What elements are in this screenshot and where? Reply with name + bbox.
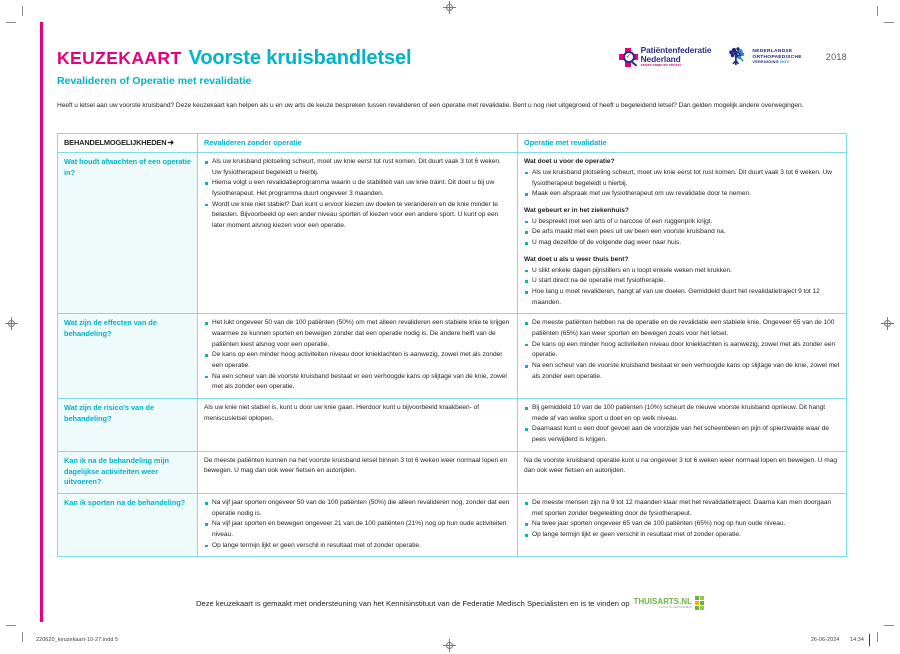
- list-item: Na een scheur van de voorste kruisband bestaat er een verhoogde kans op slijtage van de knie, zowel met als zonder een operatie.: [524, 361, 840, 382]
- table-row: [58, 399, 847, 452]
- intro-paragraph: Heeft u letsel aan uw voorste kruisband? Deze keuzekaart kan helpen als u en uw arts de keuze bespreken tussen revalideren of een operatie met revalidatie. Bent u nog niet uitgegroeid of heeft u begeleidend letsel? Dan gelden mogelijk andere overwegingen.: [57, 102, 804, 109]
- footer-text: Deze keuzekaart is gemaakt met ondersteuning van het Kennisinstituut van de Federatie Medisch Specialisten en is te vinden op: [196, 598, 630, 608]
- table-row: [58, 451, 847, 493]
- bullet-list: [524, 498, 840, 541]
- trim-mark: [877, 6, 878, 16]
- trim-mark: [877, 632, 878, 642]
- list-item: De meeste patiënten hebben na de operatie en de revalidatie een stabiele knie. Ongeveer 65 van de 100 patiënten (65%) kan weer sporten en bewegen zoals voor het letsel.: [524, 318, 840, 339]
- nov-line-2: ORTHOPAEDISCHE: [752, 54, 802, 60]
- thuisarts-blocks-icon: [695, 596, 704, 610]
- subsection-heading: Wat doet u voor de operatie?: [524, 158, 615, 165]
- trim-mark: [884, 625, 894, 626]
- bullet-list: [524, 168, 840, 200]
- row-option-a-cell: [198, 314, 518, 399]
- row-label-cell: [58, 451, 198, 493]
- list-item: Op lange termijn lijkt er geen verschil in resultaat met of zonder operatie.: [204, 541, 511, 552]
- row-label: Wat houdt afwachten of een operatie in?: [64, 157, 191, 177]
- row-label-cell: [58, 314, 198, 399]
- nov-abbreviation: NOV: [780, 59, 790, 65]
- row-option-b-cell: [518, 314, 847, 399]
- title-subject: Voorste kruisbandletsel: [188, 47, 412, 69]
- list-item: Als uw kruisband plotseling scheurt, moet uw knie eerst tot rust komen. Dit duurt vaak 3 tot 6 weken. Uw fysiotherapeut begeleidt u hierbij.: [524, 168, 840, 189]
- list-item: Hierna volgt u een revalidatieprogramma waarin u de stabiliteit van uw knie traint. Dit doet u bij uw fysiotherapeut. Het programma duurt ongeveer 3 maanden.: [204, 178, 511, 199]
- table-row: [58, 153, 847, 314]
- subsection-heading: Wat gebeurt er in het ziekenhuis?: [524, 206, 629, 214]
- list-item: Hoe lang u moet revalideren, hangt af van uw doelen. Gemiddeld duurt het revalidatietraject 9 tot 12 maanden.: [524, 287, 840, 308]
- arrow-right-icon: ➜: [167, 138, 174, 147]
- list-item: U mag dezelfde of de volgende dag weer naar huis.: [524, 238, 840, 249]
- nov-line-3: [752, 60, 801, 65]
- row-option-a-cell: [198, 399, 518, 452]
- row-label-cell: [58, 153, 198, 314]
- trim-mark: [6, 22, 16, 23]
- magnifier-cross-icon: ✓: [619, 48, 638, 67]
- trim-mark: [22, 632, 23, 642]
- tree-figure-icon: [727, 46, 749, 68]
- registration-mark-right: [881, 317, 894, 330]
- print-slug-date: 26-06-2024: [810, 637, 840, 643]
- trim-mark: [6, 625, 16, 626]
- pfn-tagline: samen staan we sterker: [640, 63, 682, 68]
- table-header-row: [58, 134, 847, 153]
- thuisarts-tagline: THUIS IN GEZONDHEID: [659, 606, 692, 609]
- row-option-b-cell: [518, 153, 847, 314]
- footer: [0, 596, 900, 610]
- list-item: U bespreekt met een arts of u narcose of een ruggenprik krijgt.: [524, 217, 840, 228]
- bullet-list: [524, 403, 840, 446]
- nov-line-3-text: VERENIGING: [752, 59, 779, 65]
- header-behandelmogelijkheden: [58, 134, 198, 153]
- logo-group: [619, 46, 847, 68]
- paragraph: De meeste patiënten kunnen na het voorste kruisband letsel binnen 3 tot 6 weken weer normaal lopen en bewegen. U mag dan ook weer fietsen en autorijden.: [204, 456, 508, 475]
- list-item: Daarnaast kunt u een doof gevoel aan de voorzijde van het scheenbeen en pijn of spierzwakte waar de pees verwijderd is krijgen.: [524, 424, 840, 445]
- paragraph: Na de voorste kruisband operatie kunt u na ongeveer 3 tot 6 weken weer normaal lopen en bewegen. U mag dan ook weer fietsen en autorijden.: [524, 456, 837, 475]
- registration-mark-top: [443, 1, 456, 14]
- row-label-cell: [58, 399, 198, 452]
- list-item: Bij gemiddeld 10 van de 100 patiënten (10%) scheurt de nieuwe voorste kruisband opnieuw. Dit hangt mede af van welke sport u doet en op welk niveau.: [524, 403, 840, 424]
- row-option-a-cell: [198, 153, 518, 314]
- list-item: Wordt uw knie niet stabiel? Dan kunt u ervoor kiezen uw doelen te veranderen en de knie minder te belasten. Bijvoorbeeld op een ander niveau sporten of kiezen voor een andere sport. U kunt op een later moment alsnog kiezen voor een operatie.: [204, 200, 511, 232]
- nov-logo: [727, 46, 801, 68]
- paragraph: Als uw knie niet stabiel is, kunt u door uw knie gaan. Hierdoor kunt u bijvoorbeeld kraakbeen- of meniscusletsel oplopen.: [204, 404, 480, 422]
- trim-mark: [884, 22, 894, 23]
- table-row: [58, 314, 847, 399]
- list-item: De kans op een minder hoog activiteiten niveau door knieklachten is aanwezig, zowel met als zonder een operatie.: [524, 340, 840, 361]
- treatment-options-table: [57, 133, 847, 557]
- nov-line-1: NEDERLANDSE: [752, 48, 793, 54]
- list-item: Als uw kruisband plotseling scheurt, moet uw knie eerst tot rust komen. Dit duurt vaak 3 tot 6 weken. Uw fysiotherapeut begeleidt u hierbij.: [204, 157, 511, 178]
- print-slug-filename: 220620_keuzekaart-10-27.indd 5: [36, 637, 119, 643]
- publication-year: 2018: [825, 52, 847, 62]
- header-option-a: Revalideren zonder operatie: [198, 134, 518, 153]
- table-row: [58, 493, 847, 556]
- row-label: Wat zijn de effecten van de behandeling?: [64, 318, 157, 339]
- list-item: Maak een afspraak met uw fysiotherapeut om uw revalidatie door te nemen.: [524, 189, 840, 200]
- bullet-list: [204, 318, 511, 393]
- list-item: U slikt enkele dagen pijnstillers en u loopt enkele weken met krukken.: [524, 266, 840, 277]
- row-label: Kan ik sporten na de behandeling?: [64, 497, 186, 507]
- print-slug-timestamp: [811, 637, 864, 643]
- patientenfederatie-logo: [619, 46, 712, 68]
- list-item: Op lange termijn lijkt er geen verschil in resultaat met of zonder operatie.: [524, 530, 840, 541]
- pfn-line-1: Patiëntenfederatie: [640, 45, 712, 55]
- list-item: U start direct na de operatie met fysiotherapie.: [524, 276, 840, 287]
- list-item: Na vijf jaar sporten ongeveer 50 van de 100 patiënten (50%) die alleen revalideren nog, zonder dat een operatie nodig is.: [204, 498, 511, 519]
- bullet-list: [524, 217, 840, 249]
- list-item: De arts maakt met een pees uit uw been een voorste kruisband na.: [524, 227, 840, 238]
- list-item: Na vijf jaar sporten en bewegen ongeveer 21 van de 100 patiënten (21%) nog op hun oude activiteiten niveau.: [204, 519, 511, 540]
- row-option-b-cell: [518, 399, 847, 452]
- row-label-cell: [58, 493, 198, 556]
- row-option-a-cell: [198, 493, 518, 556]
- bullet-list: [524, 318, 840, 382]
- trim-mark: [22, 6, 23, 16]
- header-option-b: Operatie met revalidatie: [518, 134, 847, 153]
- bullet-list: [204, 498, 511, 551]
- list-item: De meeste mensen zijn na 9 tot 12 maanden klaar met het revalidatietraject. Daarna kan men doorgaan met sporten zonder begeleiding door de fysiotherapeut.: [524, 498, 840, 519]
- registration-mark-left: [5, 317, 18, 330]
- registration-mark-bottom: [443, 639, 456, 652]
- page-subtitle: Revalideren of Operatie met revalidatie: [57, 75, 252, 87]
- header-label-text: BEHANDELMOGELIJKHEDEN: [64, 138, 167, 147]
- list-item: Het lukt ongeveer 50 van de 100 patiënten (50%) om met alleen revalideren een stabiele knie te krijgen waarmee ze kunnen sporten en bewegen zonder dat een operatie nodig is. De andere helft van de patiënten kiest alsnog voor een operatie.: [204, 318, 511, 350]
- list-item: Na twee jaar sporten ongeveer 65 van de 100 patiënten (65%) nog op hun oude niveau.: [524, 519, 840, 530]
- print-slug-time: 14:34: [850, 637, 864, 643]
- bullet-list: [204, 157, 511, 232]
- print-slug-rule: [869, 634, 870, 646]
- row-option-a-cell: [198, 451, 518, 493]
- row-label: Wat zijn de risico's van de behandeling?: [64, 403, 155, 423]
- bullet-list: [524, 266, 840, 309]
- list-item: Na een scheur van de voorste kruisband bestaat er een verhoogde kans op slijtage van de knie, zowel met als zonder een operatie.: [204, 372, 511, 393]
- keuzekaart-label: KEUZEKAART: [57, 48, 182, 68]
- list-item: De kans op een minder hoog activiteiten niveau door knieklachten is aanwezig, zowel met als zonder een operatie.: [204, 350, 511, 371]
- thuisarts-logo[interactable]: [634, 596, 704, 610]
- row-label: Kan ik na de behandeling mijn dagelijkse activiteiten weer uitvoeren?: [64, 455, 169, 487]
- thuisarts-wordmark: THUISARTS.NL: [633, 597, 692, 606]
- row-option-b-cell: [518, 493, 847, 556]
- row-option-b-cell: [518, 451, 847, 493]
- subsection-heading: Wat doet u als u weer thuis bent?: [524, 255, 629, 263]
- pfn-line-2: Nederland: [640, 53, 681, 64]
